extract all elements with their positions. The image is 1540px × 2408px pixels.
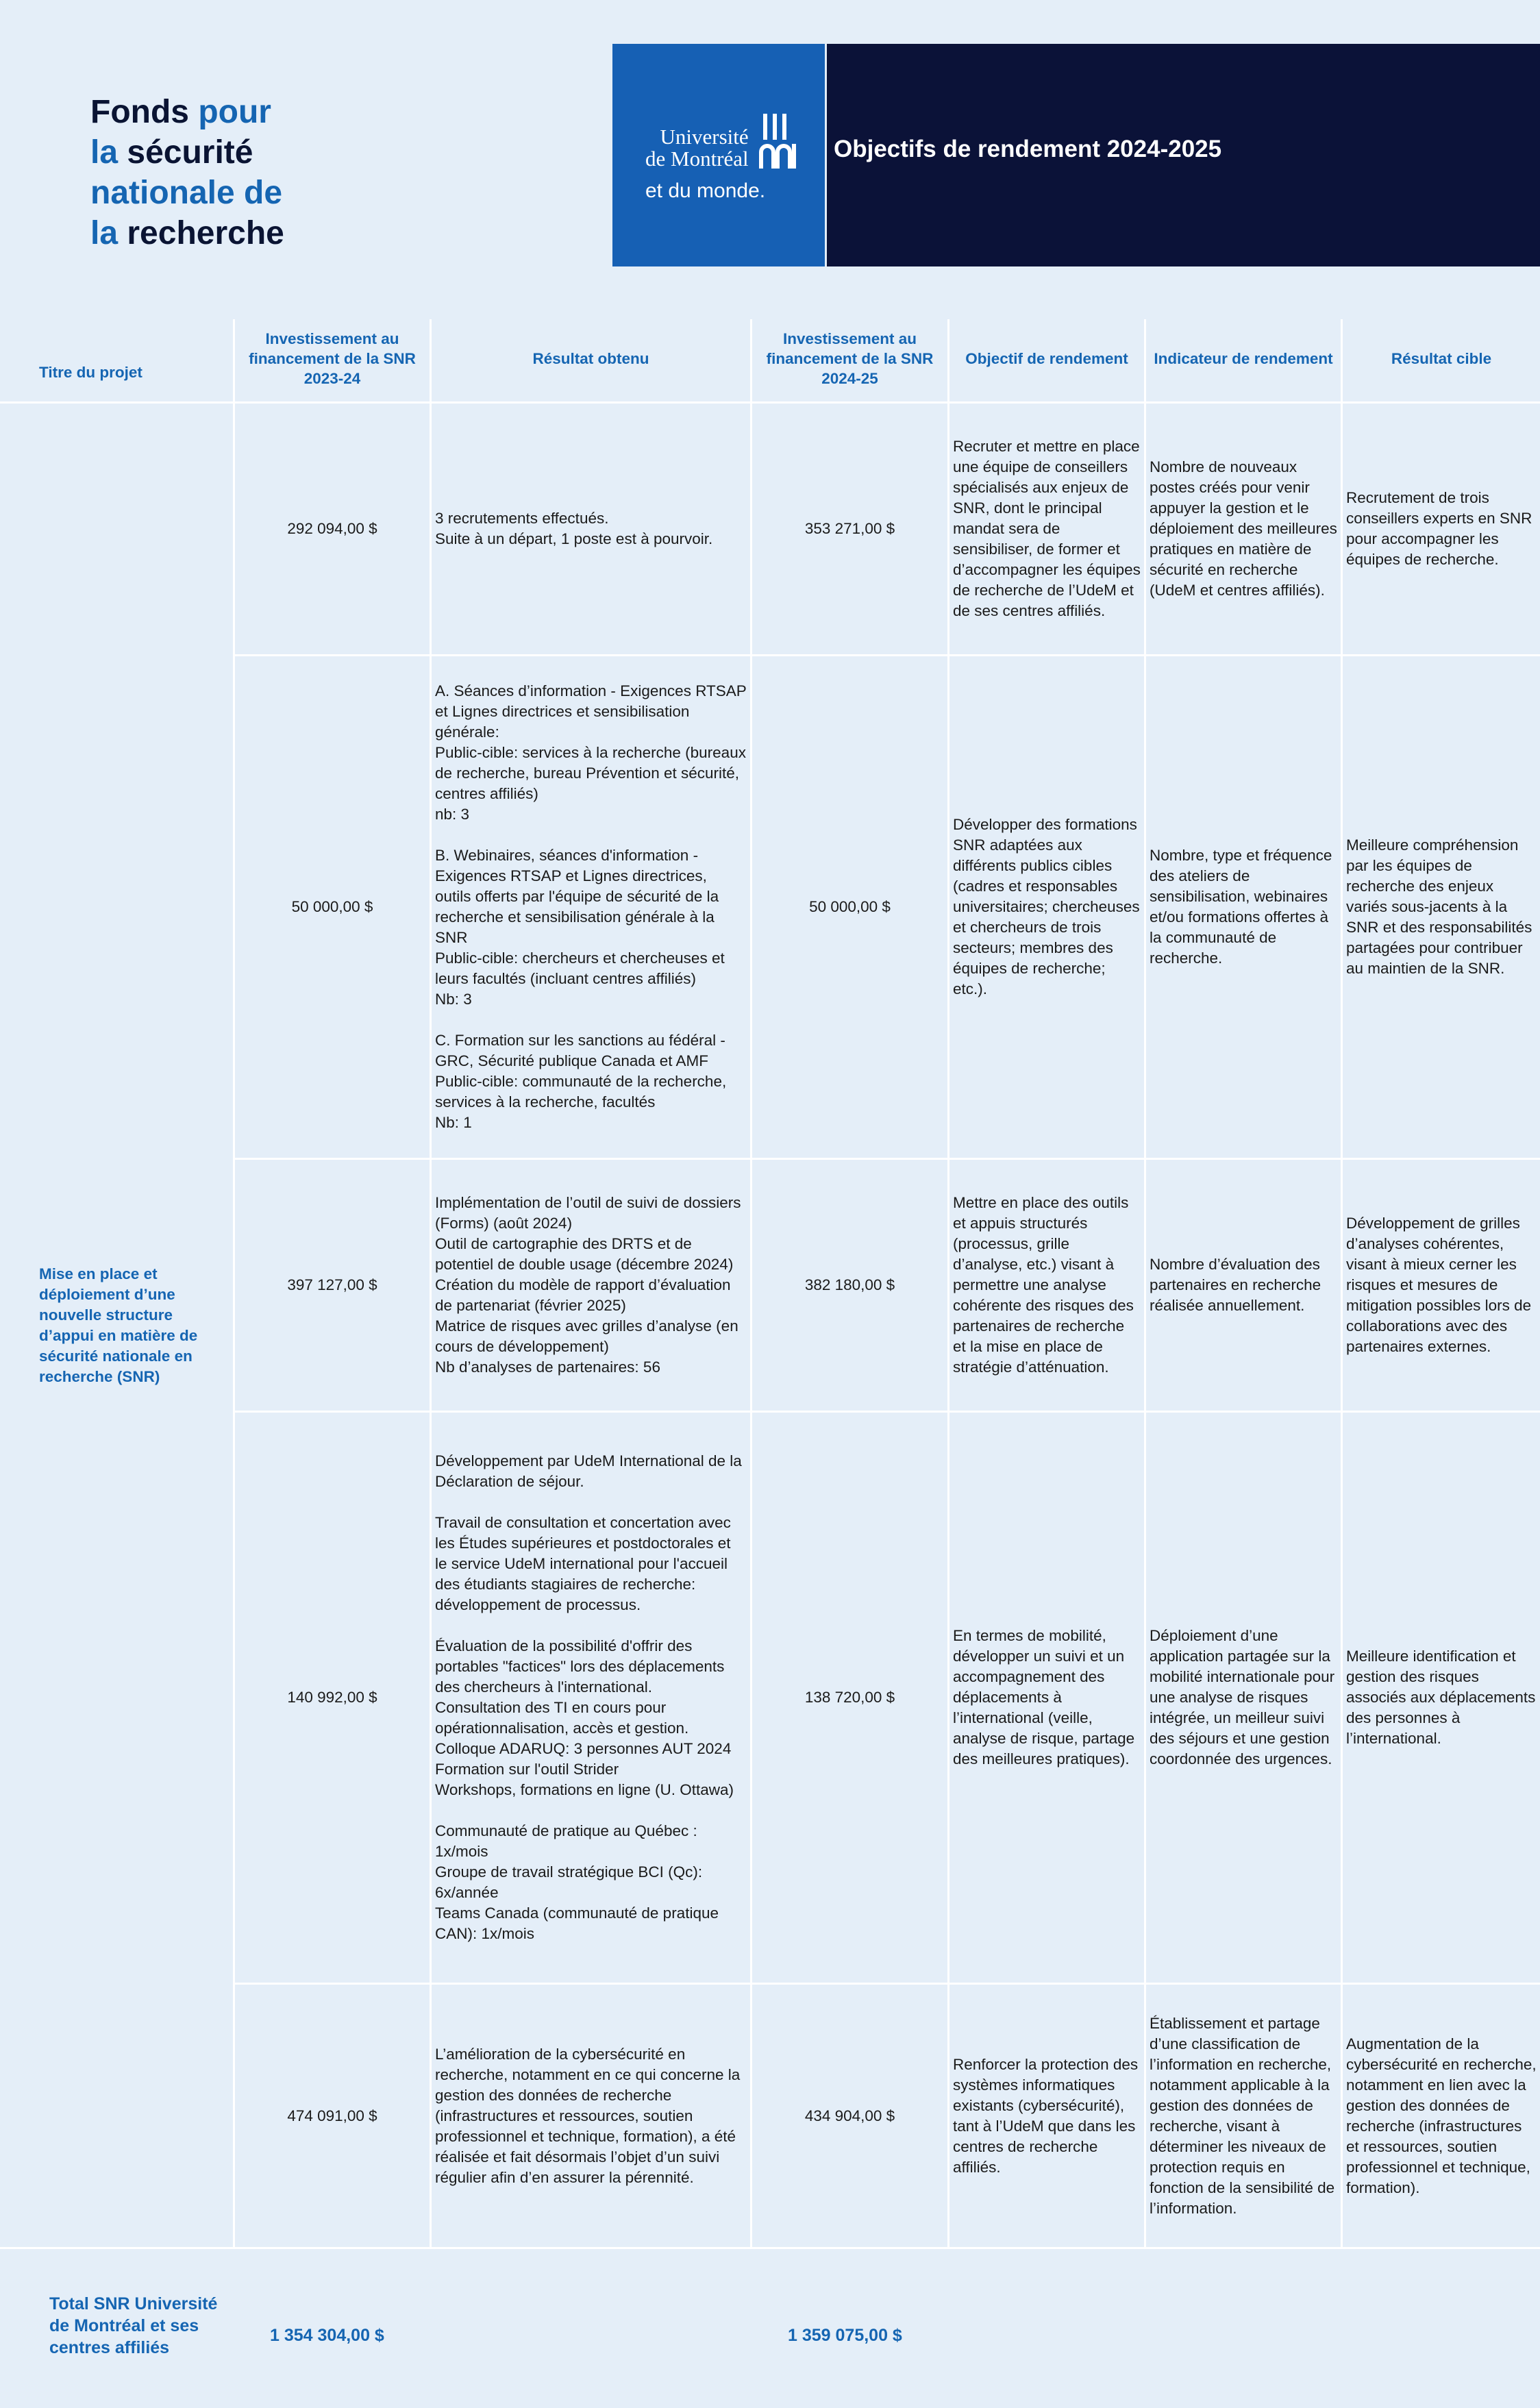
table-row <box>0 404 1540 654</box>
target-cell: Meilleure identification et gestion des risques associés aux déplacements des personnes à l’international. <box>1346 1648 1536 1747</box>
target-cell: Meilleure compréhension par les équipes de recherche des enjeux variés sous-jacents à la SNR et des responsabilités partagées pour contribuer au maintien de la SNR. <box>1346 836 1532 977</box>
udem-emblem-icon <box>758 112 802 170</box>
col-header-target: Résultat cible <box>1391 349 1492 367</box>
total-label: Total SNR Université de Montréal et ses centres affiliés <box>49 2294 218 2357</box>
objective-cell: Mettre en place des outils et appuis structurés (processus, grille d’analyse, etc.) visant à permettre une analyse cohérente des risques des partenaires de recherche et la mise en place de stratégie d’atténuation. <box>949 1160 1146 1411</box>
target-cell: Recrutement de trois conseillers experts en SNR pour accompagner les équipes de recherche. <box>1346 489 1532 568</box>
inv-2024-cell: 382 180,00 $ <box>752 1160 949 1411</box>
fund-title-line: Fonds pour <box>90 94 271 130</box>
result-cell: A. Séances d’information - Exigences RTSAP et Lignes directrices et sensibilisation générale: Public-cible: services à la recherche (bureaux de recherche, bureau Prévention et sécurité, centres affiliés) nb: 3 B. Webinaires, séances d'information - Exigences RTSAP et Lignes directrices, outils offerts par l'équipe de sécurité de la recherche et sensibilisation générale à la SNR Public-cible: chercheurs et chercheuses et leurs facultés (incluant centres affiliés) Nb: 3 C. Formation sur les sanctions au fédéral - GRC, Sécurité publique Canada et AMF Public-cible: communauté de la recherche, services à la recherche, facultés Nb: 1 <box>432 656 752 1158</box>
inv-2023-cell: 474 091,00 $ <box>235 1985 432 2247</box>
fund-title-line: la sécurité <box>90 134 253 171</box>
indicator-cell: Déploiement d’une application partagée sur la mobilité internationale pour une analyse de risques intégrée, un meilleur suivi des séjours et une gestion coordonnée des urgences. <box>1146 1413 1343 1983</box>
indicator-cell: Nombre d’évaluation des partenaires en recherche réalisée annuellement. <box>1146 1160 1343 1411</box>
objective-cell: Recruter et mettre en place une équipe de conseillers spécialisés aux enjeux de SNR, dont le principal mandat sera de sensibiliser, de former et d’accompagner les équipes de recherche de l’UdeM et de ses centres affiliés. <box>949 404 1146 654</box>
table-row <box>0 656 1540 1158</box>
inv-2024-cell: 50 000,00 $ <box>752 656 949 1158</box>
table-row <box>0 1413 1540 1983</box>
indicator-cell: Nombre de nouveaux postes créés pour venir appuyer la gestion et le déploiement des meilleures pratiques en matière de sécurité en recherche (UdeM et centres affiliés). <box>1146 404 1343 654</box>
inv-2023-cell: 292 094,00 $ <box>235 404 432 654</box>
total-inv-2024: 1 359 075,00 $ <box>788 2326 902 2345</box>
project-title: Mise en place et déploiement d’une nouvelle structure d’appui en matière de sécurité nationale en recherche (SNR) <box>0 404 235 2247</box>
objectives-banner <box>827 44 1540 266</box>
result-cell: Développement par UdeM International de la Déclaration de séjour. Travail de consultation et concertation avec les Études supérieures et postdoctorales et le service UdeM international pour l'accueil des étudiants stagiaires de recherche: développement de processus. Évaluation de la possibilité d'offrir des portables "factices" lors des déplacements des chercheurs à l'international. Consultation des TI en cours pour opérationnalisation, accès et gestion. Colloque ADARUQ: 3 personnes AUT 2024 Formation sur l'outil Strider Workshops, formations en ligne (U. Ottawa) Communauté de pratique au Québec : 1x/mois Groupe de travail stratégique BCI (Qc): 6x/année Teams Canada (communauté de pratique CAN): 1x/mois <box>432 1413 752 1983</box>
target-cell: Développement de grilles d’analyses cohérentes, visant à mieux cerner les risques et mesures de mitigation possibles lors de collaborations avec des partenaires externes. <box>1346 1215 1532 1355</box>
col-header-inv-2024: Investissement au financement de la SNR 2024-25 <box>752 319 949 401</box>
col-header-inv-2023: Investissement au financement de la SNR 2023-24 <box>235 319 432 401</box>
udem-logo <box>612 44 825 266</box>
result-cell: 3 recrutements effectués. Suite à un départ, 1 poste est à pourvoir. <box>432 404 752 654</box>
col-header-result: Résultat obtenu <box>432 319 752 401</box>
table-row <box>0 1985 1540 2247</box>
objective-cell: En termes de mobilité, développer un suivi et un accompagnement des déplacements à l’international (veille, analyse de risque, partage des meilleures pratiques). <box>949 1413 1146 1983</box>
fund-title-line: la recherche <box>90 215 284 251</box>
inv-2024-cell: 353 271,00 $ <box>752 404 949 654</box>
fund-title-line: nationale de <box>90 175 283 211</box>
inv-2024-cell: 434 904,00 $ <box>752 1985 949 2247</box>
logo-wordmark: Université de Montréal <box>645 125 749 171</box>
banner-title: Objectifs de rendement 2024-2025 <box>834 136 1222 162</box>
inv-2023-cell: 397 127,00 $ <box>235 1160 432 1411</box>
logo-tagline: et du monde. <box>645 179 766 202</box>
inv-2024-cell: 138 720,00 $ <box>752 1413 949 1983</box>
indicator-cell: Établissement et partage d’une classification de l’information en recherche, notamment applicable à la gestion des données de recherche, visant à déterminer les niveaux de protection requis en fonction de la sensibilité de l’information. <box>1146 1985 1343 2247</box>
inv-2023-cell: 140 992,00 $ <box>235 1413 432 1983</box>
objective-cell: Développer des formations SNR adaptées aux différents publics cibles (cadres et responsables universitaires; chercheuses et chercheurs de trois secteurs; membres des équipes de recherche; etc.). <box>949 656 1146 1158</box>
col-header-objective: Objectif de rendement <box>949 319 1146 401</box>
total-row <box>0 2249 1540 2408</box>
result-cell: L’amélioration de la cybersécurité en recherche, notamment en ce qui concerne la gestion des données de recherche (infrastructures et ressources, soutien professionnel et technique, formation), a été réalisée et fait désormais l’objet d’un suivi régulier afin d’en assurer la pérennité. <box>432 1985 752 2247</box>
indicator-cell: Nombre, type et fréquence des ateliers de sensibilisation, webinaires et/ou formations offertes à la communauté de recherche. <box>1146 656 1343 1158</box>
col-header-indicator: Indicateur de rendement <box>1146 319 1343 401</box>
col-header-title: Titre du projet <box>0 319 235 401</box>
table-header <box>0 319 1540 404</box>
inv-2023-cell: 50 000,00 $ <box>235 656 432 1158</box>
result-cell: Implémentation de l’outil de suivi de dossiers (Forms) (août 2024) Outil de cartographie des DRTS et de potentiel de double usage (décembre 2024) Création du modèle de rapport d’évaluation de partenariat (février 2025) Matrice de risques avec grilles d’analyse (en cours de développement) Nb d’analyses de partenaires: 56 <box>432 1160 752 1411</box>
target-cell: Augmentation de la cybersécurité en recherche, notamment en lien avec la gestion des données de recherche (infrastructures et ressources, soutien professionnel et technique, formation). <box>1346 2035 1537 2196</box>
fund-title <box>90 92 316 253</box>
table-row <box>0 1160 1540 1411</box>
objective-cell: Renforcer la protection des systèmes informatiques existants (cybersécurité), tant à l’UdeM que dans les centres de recherche affiliés. <box>949 1985 1146 2247</box>
total-inv-2023: 1 354 304,00 $ <box>270 2326 384 2345</box>
